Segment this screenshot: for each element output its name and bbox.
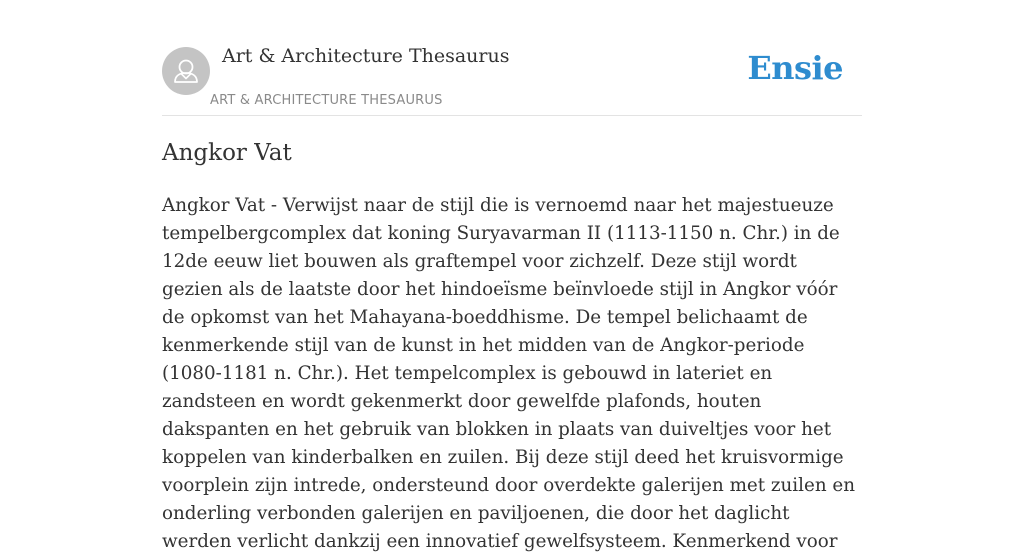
page [162, 0, 862, 552]
source-label[interactable]: ART & ARCHITECTURE THESAURUS [210, 93, 443, 108]
user-icon [162, 47, 210, 95]
article-body: Angkor Vat - Verwijst naar de stijl die is vernoemd naar het majestueuze tempelbergcomplex dat koning Suryavarman II (1113-1150 n. Chr.) in de 12de eeuw liet bouwen als graftempel voor zichzelf. Deze stijl wordt gezien als de laatste door het hindoeïsme beïnvloede stijl in Angkor vóór de opkomst van het Mahayana-boeddhisme. De tempel belichaamt de kenmerkende stijl van de kunst in het midden van de Angkor-periode (1080-1181 n. Chr.). Het tempelcomplex is gebouwd in lateriet en zandsteen en wordt gekenmerkt door gewelfde plafonds, houten dakspanten en het gebruik van blokken in plaats van duiveltjes voor het koppelen van kinderbalken en zuilen. Bij deze stijl deed het kruisvormige voorplein zijn intrede, ondersteund door overdekte galerijen met zuilen en onderling verbonden galerijen en paviljoenen, die door het daglicht werden verlicht dankzij een innovatief gewelfsysteem. Kenmerkend voor [162, 195, 855, 552]
header [162, 0, 862, 116]
ensie-logo[interactable]: Ensie [747, 49, 843, 87]
avatar[interactable] [162, 47, 210, 95]
page-title: Angkor Vat [162, 140, 292, 166]
author-name[interactable]: Art & Architecture Thesaurus [222, 45, 510, 67]
